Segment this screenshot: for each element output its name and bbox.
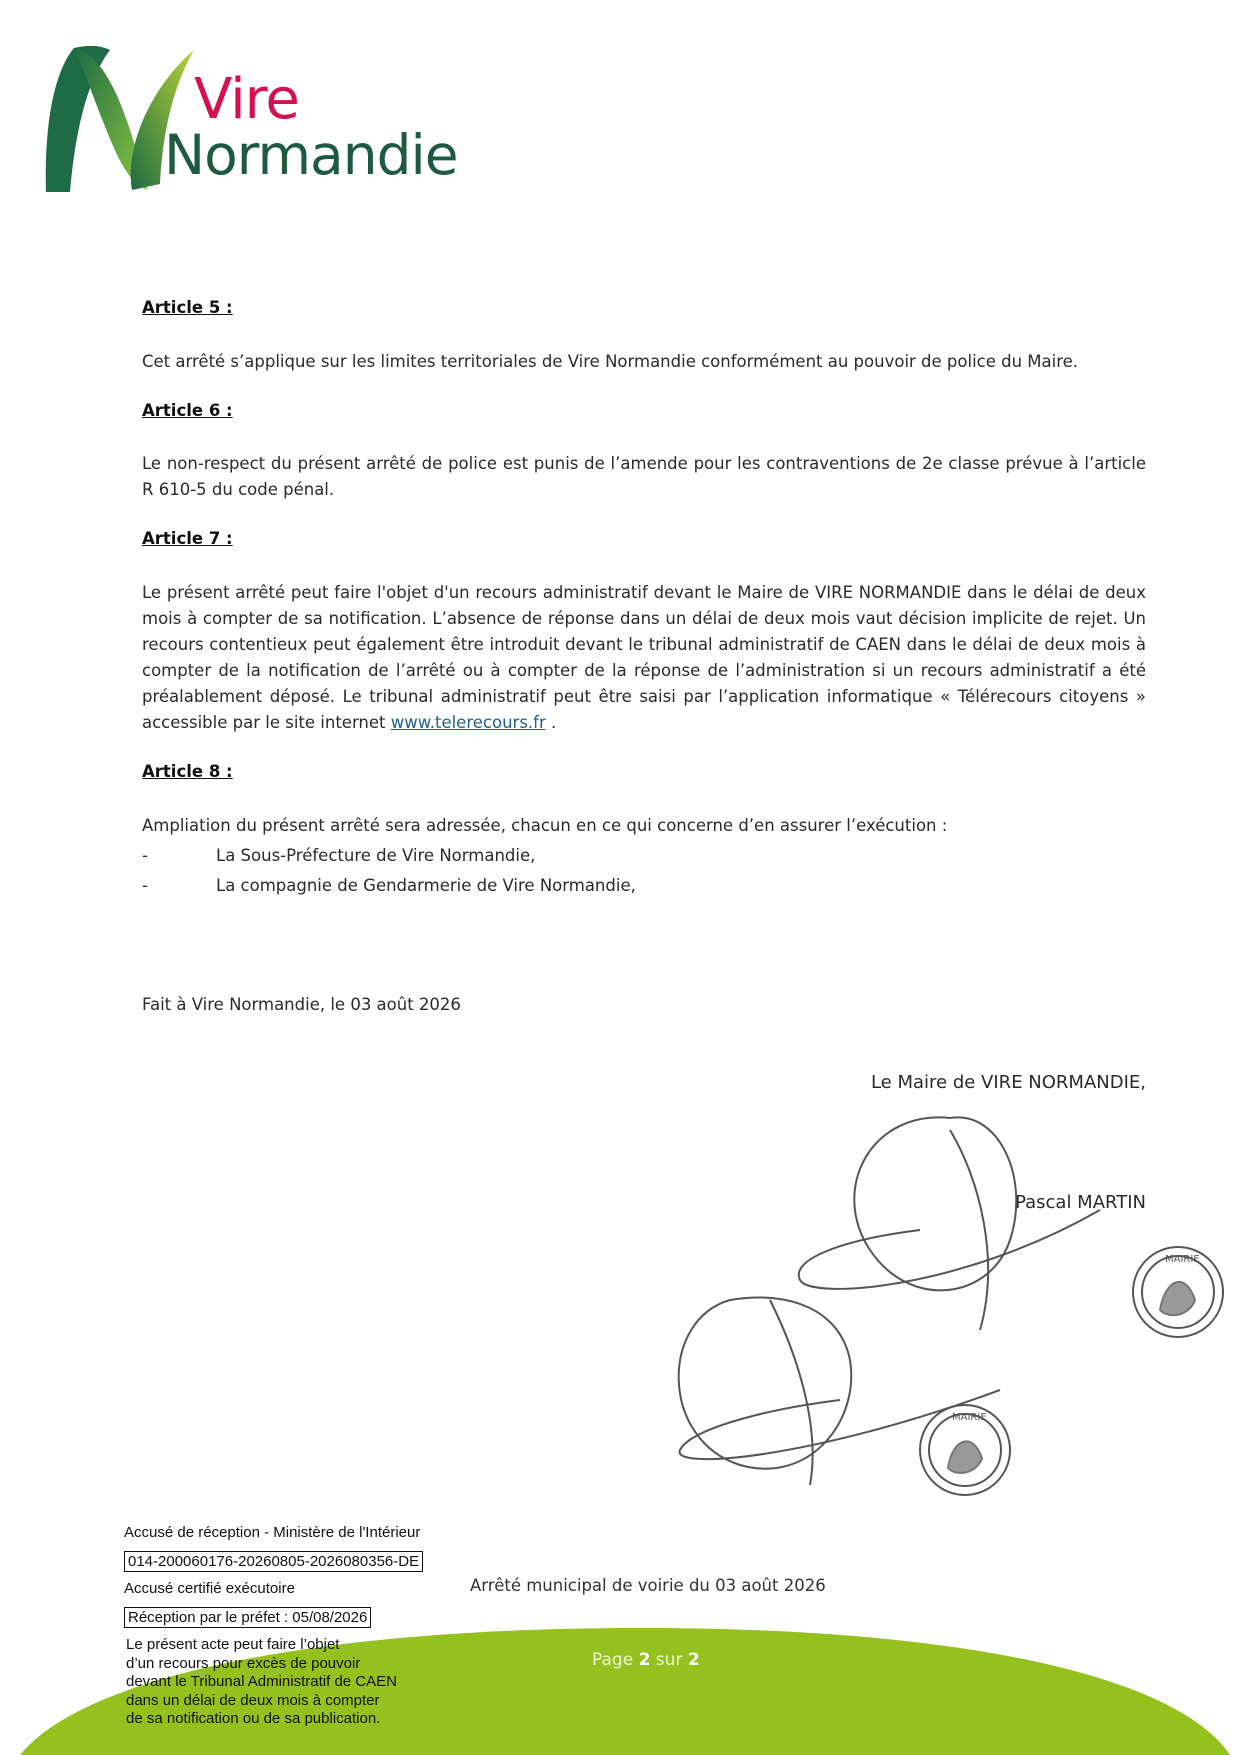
article-6-text: Le non-respect du présent arrêté de police est punis de l’amende pour les contraventions de 2e classe prévue à l’article R 610-5 du code pénal. <box>142 454 1146 499</box>
seal-text-upper: MAIRIE <box>1165 1254 1200 1265</box>
article-6-title: Article 6 : <box>142 401 233 420</box>
list-item-text: La Sous-Préfecture de Vire Normandie, <box>216 846 536 865</box>
list-item-text: La compagnie de Gendarmerie de Vire Normandie, <box>216 876 636 895</box>
page-total: 2 <box>687 1650 700 1670</box>
list-item <box>142 843 535 869</box>
telerecours-link[interactable]: www.telerecours.fr <box>390 713 546 732</box>
receipt-legal-notice <box>126 1636 446 1729</box>
mayor-name: Pascal MARTIN <box>1015 1192 1146 1213</box>
legal-line: dans un délai de deux mois à compter <box>126 1691 380 1709</box>
vire-normandie-logo <box>44 44 474 194</box>
footer-document-title: Arrêté municipal de voirie du 03 août 2026 <box>470 1576 826 1595</box>
page-current: 2 <box>638 1650 651 1670</box>
mayor-title: Le Maire de VIRE NORMANDIE, <box>870 1072 1146 1093</box>
receipt-ministry: Accusé de réception - Ministère de l'Intérieur <box>124 1524 421 1541</box>
signature-and-seal-icon <box>660 1100 1240 1500</box>
page-number <box>592 1650 700 1670</box>
article-5-text: Cet arrêté s’applique sur les limites territoriales de Vire Normandie conformément au pouvoir de police du Maire. <box>142 352 1079 371</box>
seal-text-lower: MAIRIE <box>952 1412 987 1423</box>
article-7-text <box>142 580 1146 736</box>
receipt-id: 014-200060176-20260805-2026080356-DE <box>124 1551 423 1572</box>
article-7-title: Article 7 : <box>142 529 233 548</box>
page-mid: sur <box>650 1650 688 1670</box>
list-dash: - <box>142 846 148 865</box>
article-8-text: Ampliation du présent arrêté sera adressée, chacun en ce qui concerne d’en assurer l’exécution : <box>142 816 948 835</box>
legal-line: Le présent acte peut faire l’objet <box>126 1636 340 1653</box>
legal-line: devant le Tribunal Administratif de CAEN <box>126 1673 397 1690</box>
logo-vire-text: Vire <box>194 67 299 132</box>
legal-line: de sa notification ou de sa publication. <box>126 1710 381 1727</box>
article-5-title: Article 5 : <box>142 298 233 317</box>
list-item <box>142 873 636 899</box>
page-prefix: Page <box>592 1650 639 1670</box>
logo-normandie-text: Normandie <box>164 123 458 187</box>
signed-at: Fait à Vire Normandie, le 03 août 2026 <box>142 995 461 1014</box>
article-7-text-main: Le présent arrêté peut faire l'objet d'un recours administratif devant le Maire de VIRE NORMANDIE dans le délai de deux mois à compter de sa notification. L’absence de réponse dans un délai de deux mois vaut décision implicite de rejet. Un recours contentieux peut également être introduit devant le tribunal administratif de CAEN dans le délai de deux mois à compter de la notification de l’arrêté ou à compter de la réponse de l’administration si un recours administratif a été préalablement déposé. Le tribunal administratif peut être saisi par l’application informatique « Télérecours citoyens » accessible par le site internet <box>142 583 1146 732</box>
article-8-title: Article 8 : <box>142 762 233 781</box>
legal-line: d’un recours pour excès de pouvoir <box>126 1654 361 1672</box>
article-7-text-end: . <box>545 713 557 732</box>
receipt-certified: Accusé certifié exécutoire <box>124 1580 295 1597</box>
list-dash: - <box>142 876 148 895</box>
receipt-prefet: Réception par le préfet : 05/08/2026 <box>124 1607 371 1628</box>
